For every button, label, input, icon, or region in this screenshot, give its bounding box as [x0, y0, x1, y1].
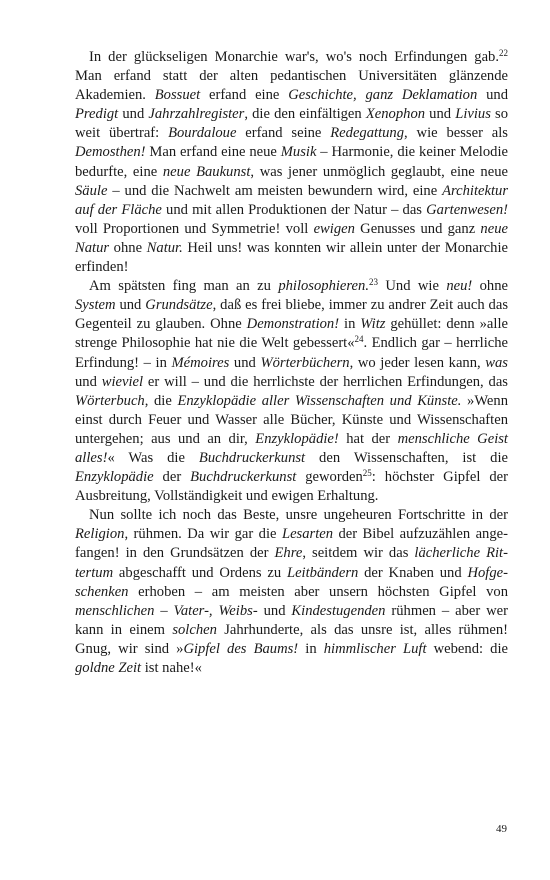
italic-run: goldne Zeit — [75, 660, 142, 676]
italic-run: Hofgeschenken — [75, 564, 508, 600]
text-run: , daß es frei bliebe, immer zu andrer Zeit auch das Gegenteil zu glauben. Ohne — [75, 297, 509, 333]
italic-run: Witz — [360, 316, 386, 333]
text-run: und — [118, 106, 149, 123]
text-run: rühmen – aber wer kann in einem — [75, 602, 509, 638]
body-text — [75, 48, 508, 678]
italic-run: Gipfel des Baums! — [183, 640, 299, 657]
text-run: der Knaben und — [358, 564, 468, 581]
italic-run: wieviel — [101, 373, 144, 390]
text-run: ohne — [472, 278, 508, 295]
paragraph-2 — [75, 277, 508, 506]
text-run: Nun sollte ich noch das Beste, unsre ungeheuren Fortschritte in der — [89, 507, 508, 524]
text-run: Man erfand eine neue — [145, 144, 281, 161]
italic-run: Natur. — [146, 239, 183, 256]
text-run: webend: die — [426, 640, 508, 657]
italic-run: Gartenwesen! — [426, 201, 508, 218]
italic-run: neue Natur — [75, 220, 508, 256]
text-run: In der glückseligen Monarchie war's, wo's noch Erfindungen gab. — [89, 49, 499, 65]
text-run: und — [115, 297, 146, 314]
paragraph-3 — [75, 506, 508, 678]
text-run: Am spätsten fing man an zu — [89, 278, 279, 295]
italic-run: Predigt — [75, 106, 119, 123]
text-run: voll Proportionen und Symmetrie! voll — [75, 220, 314, 237]
italic-run: himmlischer Luft — [323, 640, 427, 657]
text-run: erhoben – am meisten aber unsern höchsten Gipfel von — [128, 583, 508, 600]
text-run: und — [425, 106, 456, 123]
paragraph-1 — [75, 48, 508, 277]
italic-run: Leitbändern — [286, 564, 359, 581]
text-run: Man erfand statt der alten pedantischen Universitäten glänzende Akademien. — [75, 68, 508, 104]
text-run: so weit übertraf: — [75, 106, 509, 142]
text-run: »Wenn einst durch Feuer und Wasser alle Bücher, Künste und Wissenschaften untergehen; aus und an dir, — [75, 392, 508, 447]
text-run: , rühmen. Da wir gar die — [124, 526, 282, 543]
text-run: der Bibel aufzuzählen angefangen! in den Grundsätzen der — [75, 526, 508, 562]
text-run: erfand eine — [200, 87, 289, 104]
text-run: und — [229, 354, 261, 371]
text-run: gehüllet: denn »alle strenge Philosophie hat nie die Welt gebessert« — [75, 316, 508, 352]
italic-run: Xenophon — [365, 106, 426, 123]
italic-run: Enzyklopädie aller Wissenschaften und Künste. — [177, 392, 462, 409]
italic-run: Mémoires — [171, 354, 230, 371]
text-run: und — [477, 87, 508, 104]
italic-run: Musik — [280, 144, 317, 161]
italic-run: Geschichte, ganz Deklamation — [288, 87, 478, 104]
italic-run: neu! — [446, 278, 473, 295]
text-run: « Was die — [107, 449, 199, 466]
italic-run: Bourdaloue — [168, 125, 237, 142]
text-run: er will – und die herrlichste der herrlichen Erfindungen, das — [143, 373, 508, 390]
italic-run: Demosthen! — [75, 144, 146, 161]
text-run: abgeschafft und Ordens zu — [113, 564, 287, 581]
text-run: , seitdem wir das — [302, 545, 415, 562]
text-run: : höchster Gipfel der Ausbreitung, Vollständigkeit und ewigen Erhaltung. — [75, 469, 508, 505]
italic-run: ewigen — [313, 220, 355, 237]
text-run: und mit allen Produktionen der Natur – das — [161, 201, 427, 218]
text-run: Und wie — [377, 278, 447, 295]
italic-run: Buchdruckerkunst — [198, 449, 306, 466]
text-run: Genusses und ganz — [354, 220, 481, 237]
italic-run: solchen — [172, 621, 217, 638]
text-run: hat der — [338, 430, 398, 447]
text-run: geworden — [296, 469, 363, 486]
text-run: ist nahe!« — [141, 660, 202, 676]
italic-run: Kindestugenden — [291, 602, 386, 619]
italic-run: Enzyklopädie! — [255, 430, 339, 447]
italic-run: lächerliche Rittertum — [75, 545, 508, 581]
text-run: , wie besser als — [404, 125, 508, 142]
text-run: und — [257, 602, 292, 619]
italic-run: Wörterbuch — [75, 392, 145, 409]
italic-run: Architektur auf der Fläche — [75, 182, 508, 218]
text-run: , was jener unmöglich geglaubt, eine neue — [250, 163, 508, 180]
italic-run: Enzyklopädie — [75, 469, 154, 486]
text-run: Jahrhunderte, als das unsre ist, alles rühmen! Gnug, wir sind » — [75, 621, 508, 657]
text-run: Heil uns! was konnten wir allein unter der Monarchie erfinden! — [75, 239, 508, 276]
italic-run: neue Baukunst — [162, 163, 251, 180]
text-run: – Harmonie, die keiner Melodie bedurfte, eine — [75, 144, 508, 180]
italic-run: menschlichen – Vater-, Weibs- — [75, 602, 258, 619]
text-run: . Endlich gar – herrliche Erfindung! – in — [75, 335, 508, 371]
text-run: , wo jeder lesen kann, — [349, 354, 486, 371]
text-run: und — [75, 373, 102, 390]
footnote-ref: 25 — [362, 468, 372, 479]
italic-run: Wörterbüchern — [260, 354, 350, 371]
italic-run: was — [485, 354, 508, 371]
text-run: , die — [144, 392, 178, 409]
italic-run: Jahrzahlregister — [148, 106, 245, 123]
text-run: den Wissenschaften, ist die — [305, 449, 508, 466]
italic-run: Bossuet — [154, 87, 201, 104]
italic-run: Lesarten — [281, 526, 334, 543]
italic-run: Grundsätze — [145, 297, 213, 314]
italic-run: Demonstration! — [246, 316, 340, 333]
text-run: – und die Nachwelt am meisten bewundern wird, eine — [107, 182, 443, 199]
italic-run: Säule — [75, 182, 108, 199]
text-run: erfand seine — [236, 125, 331, 142]
footnote-ref: 22 — [499, 48, 508, 58]
italic-run: Religion — [75, 526, 125, 543]
italic-run: Redegattung — [330, 125, 405, 142]
page-number: 49 — [496, 823, 507, 835]
text-run: in — [339, 316, 361, 333]
text-run: , die den einfältigen — [244, 106, 366, 123]
italic-run: Buchdruckerkunst — [190, 469, 297, 486]
footnote-ref: 24 — [354, 334, 364, 345]
italic-run: philosophieren. — [278, 278, 369, 295]
footnote-ref: 23 — [368, 277, 378, 288]
text-run: in — [298, 640, 324, 657]
italic-run: Ehre — [274, 545, 303, 562]
text-run: ohne — [109, 239, 147, 256]
italic-run: menschliche Geist alles! — [75, 430, 508, 466]
text-run: der — [153, 469, 191, 486]
italic-run: Livius — [455, 106, 491, 123]
italic-run: System — [75, 297, 116, 314]
